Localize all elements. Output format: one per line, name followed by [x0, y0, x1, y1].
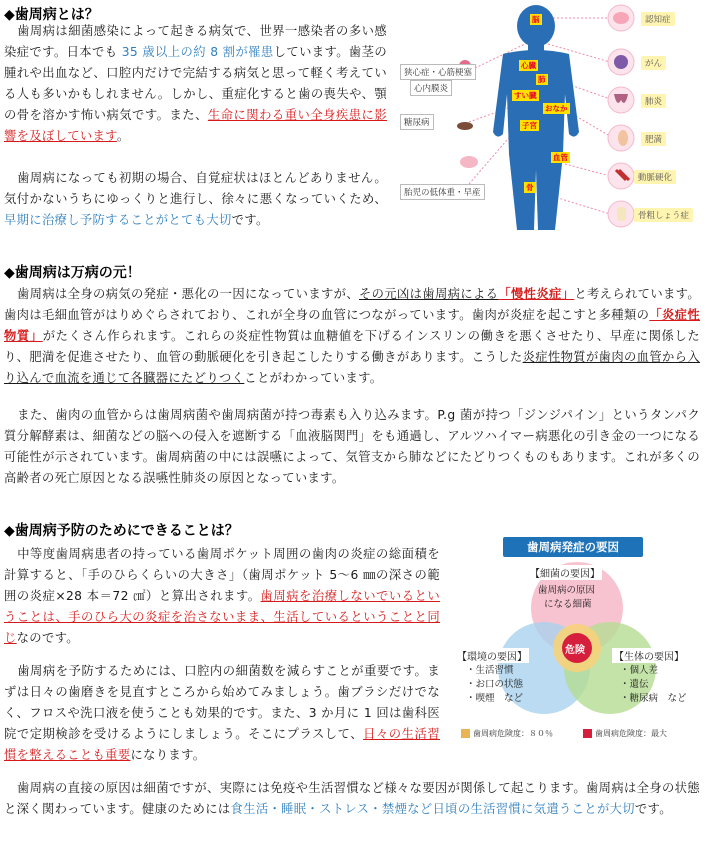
section3-heading: ◆歯周病予防のためにできることは？	[4, 523, 239, 539]
text-run: また、歯肉の血管からは歯周病菌や歯周病菌が持つ毒素も入り込みます。P.g 菌が持つ「ジンジパイン」というタンパク質分解酵素は、細菌などの脳への侵入を遮断する「血液脳関門」をも通過し、アルツハイマー病悪化の引き金の一つになる可能性が示されています。歯周病菌の中には誤嚥によって、気管支から肺などにたどりつくものもあります。これが多くの高齢者の死亡原因となる誤嚥性肺炎の原因となっています。	[4, 408, 700, 485]
text-run: 35 歳以上の約 8 割が罹患	[121, 45, 274, 59]
venn-env-item: ・お口の状態	[466, 679, 524, 690]
text-run: がたくさん作られます。これらの炎症性物質は血糖値を下げるインスリンの働きを悪くさせたり、早産に関係したり、肥満を促進させたり、血管の動脈硬化を引き起こしたりする働きがあります。こうした	[4, 329, 700, 364]
left-label-endocarditis: 心内膜炎	[410, 80, 452, 96]
venn-body-item: ・糖尿病 など	[620, 693, 687, 704]
section1-paragraph-2	[4, 168, 387, 231]
venn-env-item: ・生活習慣	[466, 665, 514, 676]
text-run: 歯周病の直接の原因は細菌ですが、実際には免疫や生活習慣など様々な要因が関係して起こります。歯周病は全身の状態と深く関わっています。健康のためには	[4, 781, 700, 816]
right-label-osteoporosis: 骨粗しょう症	[634, 208, 693, 222]
section2-paragraph-2	[4, 405, 700, 489]
right-label-arteriosclerosis: 動脈硬化	[634, 170, 676, 184]
text-run: 生命に関わる重い全身疾患に影響を及ぼしています	[4, 108, 387, 143]
organ-label-heart: 心臓	[521, 61, 536, 70]
right-label-obesity: 肥満	[641, 132, 666, 146]
organ-label-lung: 肺	[538, 75, 546, 84]
text-run: 日々の生活習慣を整えることも重要	[4, 727, 440, 762]
legend-swatch-max	[583, 729, 592, 738]
legend-label-max: 歯周病危険度：最大	[595, 729, 667, 738]
organ-label-stomach: おなか	[545, 104, 568, 113]
section1-paragraph-1	[4, 21, 387, 147]
text-run: 。	[116, 129, 130, 143]
left-label-angina: 狭心症・心筋梗塞	[400, 64, 476, 80]
text-run: 炎症性物質が歯肉の血管から入り込んで血流を通じて各臓器にたどりつく	[4, 350, 701, 385]
venn-bacteria-title: 【細菌の要因】	[528, 565, 602, 580]
body-diagram-graphic	[395, 4, 701, 236]
venn-bacteria-text-2: になる細菌	[544, 599, 592, 610]
section3-paragraph-2	[4, 661, 440, 766]
section3-paragraph-1	[4, 544, 440, 649]
section2-heading: ◆歯周病は万病の元！	[4, 265, 141, 281]
venn-center-label: 危険	[565, 645, 585, 656]
text-run: 歯周病になっても初期の場合、自覚症状はほとんどありません。気付かないうちにゆっくりと進行し、徐々に悪くなっていくため、	[4, 171, 387, 206]
venn-env-title: 【環境の要因】	[455, 648, 529, 663]
venn-body-item: ・遺伝	[620, 679, 649, 690]
text-run: 「慢性炎症」	[498, 287, 575, 301]
left-label-fetal: 胎児の低体重・早産	[400, 184, 485, 200]
left-label-diabetes: 糖尿病	[400, 114, 434, 130]
organ-label-pancreas: すい臓	[514, 91, 537, 100]
text-run: 中等度歯周病患者の持っている歯周ポケット周囲の歯肉の炎症の総面積を計算すると、「手のひらくらいの大きさ」（歯周ポケット 5〜6 ㎜の深さの範囲の炎症×28 本＝72 ㎠）と算出されます。	[4, 547, 440, 603]
text-run: しています。歯茎の腫れや出血など、口腔内だけで完結する病気と思って軽く考えている人も多いかもしれません。しかし、重症化すると歯の喪失や、顎の骨を溶かす怖い病気です。また、	[4, 45, 387, 122]
organ-label-bone: 骨	[526, 183, 534, 192]
text-run: 食生活・睡眠・ストレス・禁煙など日頃の生活習慣に気遣うことが大切	[230, 802, 635, 816]
text-run: 歯周病を予防するためには、口腔内の細菌数を減らすことが重要です。まずは日々の歯磨きを見直すところから始めてみましょう。歯ブラシだけでなく、フロスや洗口液を使うことも効果的です。また、3 か月に 1 回は歯科医院で定期検診を受けるようにしましょう。そこにプラスして、	[4, 664, 440, 741]
right-label-cancer: がん	[641, 56, 666, 70]
text-run: 早期に治療し予防することがとても大切	[4, 213, 232, 227]
text-run: になります。	[130, 748, 206, 762]
venn-bacteria-text-1: 歯周病の原因	[538, 585, 596, 596]
text-run: ことがわかっています。	[244, 371, 383, 385]
section1-heading: ◆歯周病とは？	[4, 7, 99, 23]
venn-title: 歯周病発症の要因	[503, 537, 643, 557]
text-run: と考えられています。歯肉は毛細血管がはりめぐらされており、これが全身の血管につながっています。歯肉が炎症を起こすと多種類の	[4, 287, 700, 322]
legend-swatch-80	[461, 729, 470, 738]
venn-env-items	[466, 664, 523, 706]
section2-paragraph-1	[4, 284, 700, 389]
legend-label-80: 歯周病危険度：８０％	[473, 729, 553, 738]
venn-body-item: ・個人差	[620, 665, 659, 676]
venn-body-items	[620, 664, 687, 706]
venn-body-title: 【生体の要因】	[612, 648, 686, 663]
right-label-pneumonia: 肺炎	[641, 94, 666, 108]
text-run: その元凶は歯周病による	[359, 287, 499, 301]
organ-label-brain: 脳	[532, 15, 540, 24]
venn-env-item: ・喫煙 など	[466, 693, 524, 704]
text-run: です。	[634, 802, 672, 816]
text-run: 歯周病は全身の病気の発症・悪化の一因になっていますが、	[17, 287, 359, 301]
text-run: です。	[231, 213, 269, 227]
organ-label-uterus: 子宮	[522, 121, 537, 130]
text-run: 歯周病を治療しないでいるということは、手のひら大の炎症を治さないまま、生活しているということと同じ	[4, 589, 440, 645]
text-run: 「炎症性物質」	[4, 308, 700, 343]
right-label-dementia: 認知症	[641, 12, 675, 26]
text-run: なのです。	[16, 631, 79, 645]
organ-label-blood-vessel: 血管	[553, 153, 568, 162]
text-run: 歯周病は細菌感染によって起きる病気で、世界一感染者の多い感染症です。日本でも	[4, 24, 387, 59]
section3-paragraph-3	[4, 778, 700, 820]
